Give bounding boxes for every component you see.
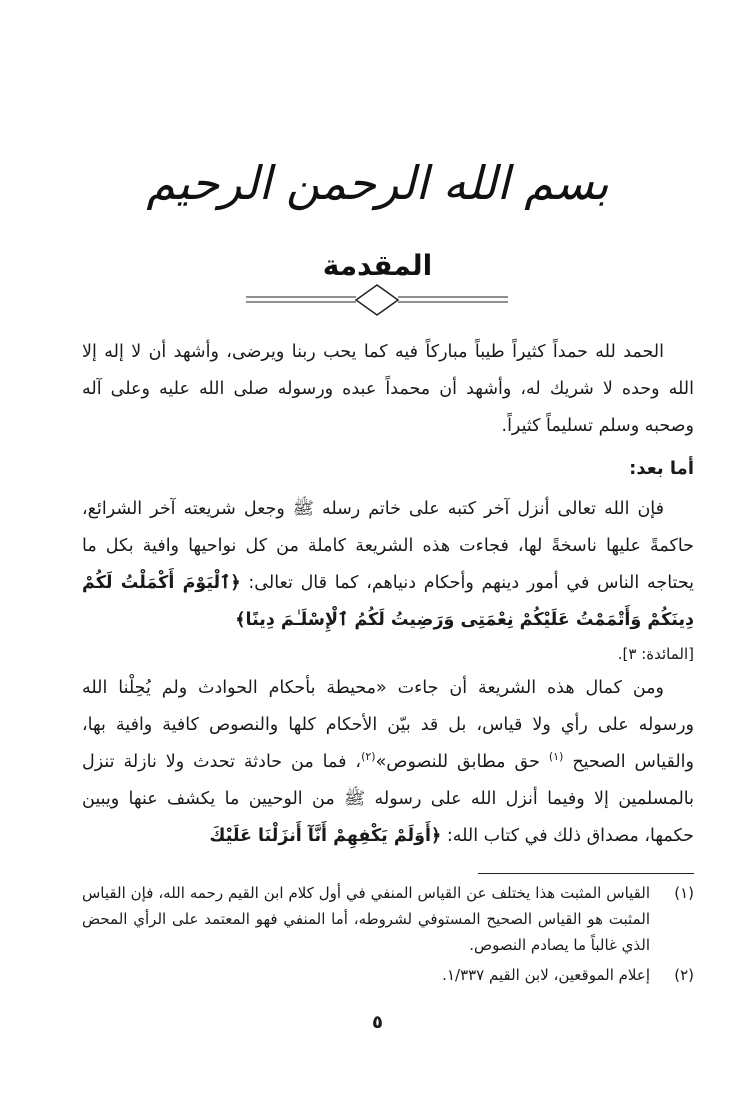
quran-verse: ﴿ٱلْيَوْمَ أَكْمَلْتُ لَكُمْ دِينَكُمْ وَأَتْمَمْتُ عَلَيْكُمْ نِعْمَتِى وَرَضِيتُ لَكُمُ ٱلْإِسْلَـٰمَ دِينًا﴾ bbox=[82, 573, 694, 630]
paragraph-sharia-comprehensive bbox=[82, 670, 694, 855]
verse-reference: [المائدة: ٣]. bbox=[617, 645, 694, 663]
footnote-text: القياس المثبت هذا يختلف عن القياس المنفي في أول كلام ابن القيم رحمه الله، فإن القياس المثبت هو القياس الصحيح المستوفي لشروطه، أما المنفي فهو المعتمد على الرأي المحض الذي غالباً ما يصادم النصوص. bbox=[82, 884, 650, 954]
title-ornament-divider bbox=[246, 283, 508, 317]
intro-paragraph bbox=[82, 334, 694, 445]
footnotes bbox=[82, 880, 694, 988]
footnote-marker-1[interactable]: (١) bbox=[548, 750, 564, 764]
footnote-item bbox=[82, 962, 694, 988]
intro-text: الحمد لله حمداً كثيراً طيباً مباركاً فيه كما يحب ربنا ويرضى، وأشهد أن لا إله إلا الله وحده لا شريك له، وأشهد أن محمداً عبده ورسوله صلى الله عليه وعلى آله وصحبه وسلم تسليماً كثيراً. bbox=[82, 342, 694, 436]
footnote-number: (١) bbox=[674, 884, 694, 902]
paragraph-text: ، فما من حادثة تحدث ولا نازلة تنزل بالمسلمين إلا وفيما أنزل الله على رسوله ﷺ من الوحيين ما يكشف عنها ويبين حكمها، مصداق ذلك في كتاب الله: bbox=[82, 752, 694, 846]
footnote-number: (٢) bbox=[674, 966, 694, 984]
paragraph-text: حق مطابق للنصوص» bbox=[375, 752, 540, 772]
page-title: المقدمة bbox=[322, 249, 433, 282]
footnote-marker-2[interactable]: (٢) bbox=[361, 750, 376, 764]
quran-verse: ﴿أَوَلَمْ يَكْفِهِمْ أَنَّآ أَنزَلْنَا عَلَيْكَ bbox=[209, 826, 442, 846]
footnote-separator bbox=[478, 873, 694, 874]
basmala-calligraphy: بسم الله الرحمن الرحيم bbox=[146, 156, 609, 210]
paragraph-text: فإن الله تعالى أنزل آخر كتبه على خاتم رسله ﷺ وجعل شريعته آخر الشرائع، حاكمةً عليها ناسخةً لها، فجاءت هذه الشريعة كاملة من كل نواحيها وافية بكل ما يحتاجه الناس في أمور دينهم وأحكام دنياهم، كما قال تعالى: bbox=[82, 499, 694, 593]
page-number: ٥ bbox=[372, 1012, 383, 1033]
footnote-text: إعلام الموقعين، لابن القيم ١/٣٣٧. bbox=[442, 966, 650, 984]
section-heading: أما بعد: bbox=[629, 458, 694, 479]
footnote-item bbox=[82, 880, 694, 958]
paragraph-sharia-complete bbox=[82, 491, 694, 669]
paragraph-text: ومن كمال هذه الشريعة أن جاءت «محيطة بأحكام الحوادث ولم يُحِلْنا الله ورسوله على رأي ولا قياس، بل قد بيّن الأحكام كلها والنصوص كافية وافية بها، والقياس الصحيح bbox=[82, 678, 694, 772]
